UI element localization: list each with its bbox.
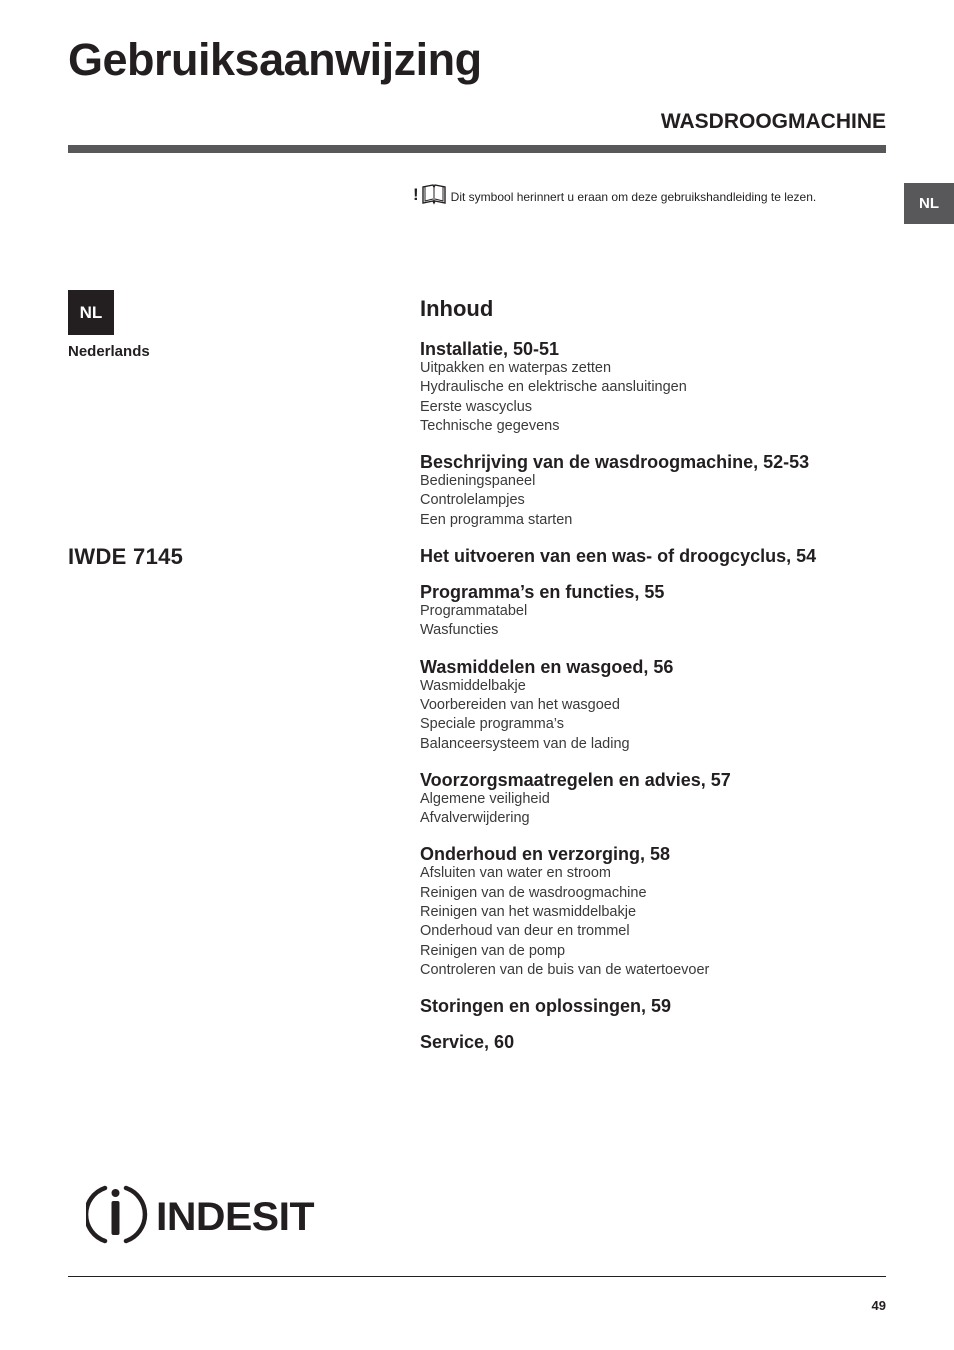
toc-subitem: Afsluiten van water en stroom [420,865,612,882]
language-name: Nederlands [68,343,150,360]
toc-section [420,452,890,530]
language-code-badge: NL [68,290,114,335]
read-manual-notice [413,183,816,205]
document-title: Gebruiksaanwijzing [68,34,482,85]
toc-section [420,657,890,754]
toc-subitem: Bedieningspaneel [420,473,536,490]
notice-text: Dit symbool herinnert u eraan om deze gebruikshandleiding te lezen. [450,190,817,204]
model-number: IWDE 7145 [68,544,184,569]
toc-section [420,546,890,566]
toc-section-heading: Storingen en oplossingen, 59 [420,996,672,1017]
page-number: 49 [871,1298,886,1313]
toc-section [420,582,890,641]
footer-divider [68,1276,886,1277]
toc-subitem: Reinigen van de pomp [420,942,566,959]
toc-subitem: Algemene veiligheid [420,790,550,807]
exclamation-mark: ! [413,185,419,204]
toc-subitem: Wasfuncties [420,622,499,639]
toc-section [420,996,890,1016]
indesit-logo [86,1184,318,1246]
toc-subitem: Voorbereiden van het wasgoed [420,696,620,713]
toc-section-heading: Onderhoud en verzorging, 58 [420,844,671,865]
toc-subitem: Controlelampjes [420,492,525,509]
document-subtitle: WASDROOGMACHINE [660,110,886,133]
toc-subitem: Controleren van de buis van de watertoevoer [420,961,710,978]
toc-subitem: Technische gegevens [420,417,560,434]
table-of-contents [420,295,890,1068]
toc-subitem: Balanceersysteem van de lading [420,735,630,752]
toc-section [420,339,890,436]
toc-sections [420,339,890,1052]
toc-section-heading: Installatie, 50-51 [420,339,560,359]
header-divider [68,145,886,153]
toc-section-heading: Voorzorgsmaatregelen en advies, 57 [420,769,731,790]
toc-subitem: Speciale programma’s [420,716,564,733]
logo-wordmark: INDESIT [156,1195,315,1239]
toc-subitem: Programmatabel [420,603,528,620]
toc-section-heading: Beschrijving van de wasdroogmachine, 52-53 [420,452,810,473]
toc-section [420,770,890,829]
book-icon [421,183,447,205]
toc-subitem: Een programma starten [420,511,573,528]
language-side-tab: NL [904,183,954,224]
toc-section-heading: Wasmiddelen en wasgoed, 56 [420,656,674,677]
toc-subitem: Eerste wascyclus [420,398,533,415]
toc-title: Inhoud [420,296,494,321]
toc-subitem: Onderhoud van deur en trommel [420,923,630,940]
toc-subitem: Afvalverwijdering [420,810,530,827]
toc-section-heading: Service, 60 [420,1032,515,1053]
toc-section-heading: Het uitvoeren van een was- of droogcyclus, 54 [420,546,817,567]
toc-section [420,844,890,980]
toc-subitem: Reinigen van het wasmiddelbakje [420,904,637,921]
toc-section-heading: Programma’s en functies, 55 [420,582,665,603]
toc-subitem: Uitpakken en waterpas zetten [420,360,612,376]
toc-section [420,1032,890,1052]
toc-subitem: Wasmiddelbakje [420,677,526,694]
toc-subitem: Hydraulische en elektrische aansluitingen [420,379,687,396]
toc-subitem: Reinigen van de wasdroogmachine [420,884,647,901]
